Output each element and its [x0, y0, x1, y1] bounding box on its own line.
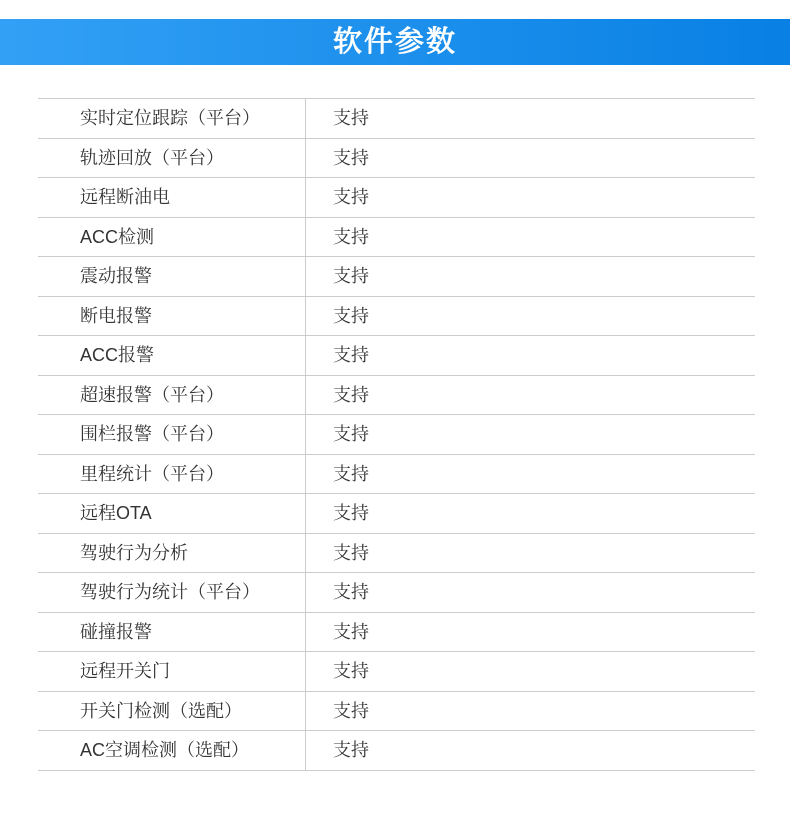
parameter-name: 远程开关门: [80, 661, 170, 682]
table-row: [38, 455, 755, 495]
parameter-value: 支持: [305, 139, 755, 178]
parameter-name: 驾驶行为统计（平台）: [80, 582, 260, 603]
parameter-name: 驾驶行为分析: [80, 542, 188, 563]
parameter-name: 里程统计（平台）: [80, 463, 224, 484]
parameter-name: 实时定位跟踪（平台）: [80, 108, 260, 129]
parameter-value: 支持: [305, 178, 755, 217]
parameter-value: 支持: [305, 297, 755, 336]
parameter-value: 支持: [305, 415, 755, 454]
table-row: [38, 415, 755, 455]
parameter-value: 支持: [305, 652, 755, 691]
product-spec-page: [0, 19, 790, 821]
parameter-value: 支持: [305, 494, 755, 533]
software-parameters-table: [38, 98, 755, 771]
section-header-banner: [0, 19, 790, 65]
table-row: [38, 494, 755, 534]
table-row: [38, 99, 755, 139]
parameter-name: 轨迹回放（平台）: [80, 147, 224, 168]
table-row: [38, 573, 755, 613]
parameter-value: 支持: [305, 218, 755, 257]
parameter-value: 支持: [305, 257, 755, 296]
section-title: 软件参数: [332, 25, 457, 58]
parameter-name: ACC检测: [80, 226, 155, 247]
parameter-name: 远程断油电: [80, 187, 170, 208]
table-row: [38, 297, 755, 337]
table-row: [38, 731, 755, 771]
parameter-value: 支持: [305, 731, 755, 770]
parameter-value: 支持: [305, 455, 755, 494]
parameter-name: 远程OTA: [80, 503, 152, 524]
parameter-name: AC空调检测（选配）: [80, 740, 250, 761]
table-row: [38, 613, 755, 653]
parameter-name: 围栏报警（平台）: [80, 424, 224, 445]
parameter-value: 支持: [305, 99, 755, 138]
parameter-name: ACC报警: [80, 345, 155, 366]
table-row: [38, 139, 755, 179]
parameter-value: 支持: [305, 573, 755, 612]
parameter-value: 支持: [305, 692, 755, 731]
table-row: [38, 218, 755, 258]
table-row: [38, 178, 755, 218]
parameter-name: 碰撞报警: [80, 621, 152, 642]
parameter-value: 支持: [305, 534, 755, 573]
parameter-name: 超速报警（平台）: [80, 384, 224, 405]
table-row: [38, 534, 755, 574]
parameter-name: 震动报警: [80, 266, 152, 287]
parameter-name: 断电报警: [80, 305, 152, 326]
table-row: [38, 652, 755, 692]
parameter-name: 开关门检测（选配）: [80, 700, 242, 721]
table-row: [38, 692, 755, 732]
table-row: [38, 336, 755, 376]
parameter-value: 支持: [305, 613, 755, 652]
parameter-value: 支持: [305, 376, 755, 415]
parameter-value: 支持: [305, 336, 755, 375]
table-row: [38, 257, 755, 297]
table-row: [38, 376, 755, 416]
